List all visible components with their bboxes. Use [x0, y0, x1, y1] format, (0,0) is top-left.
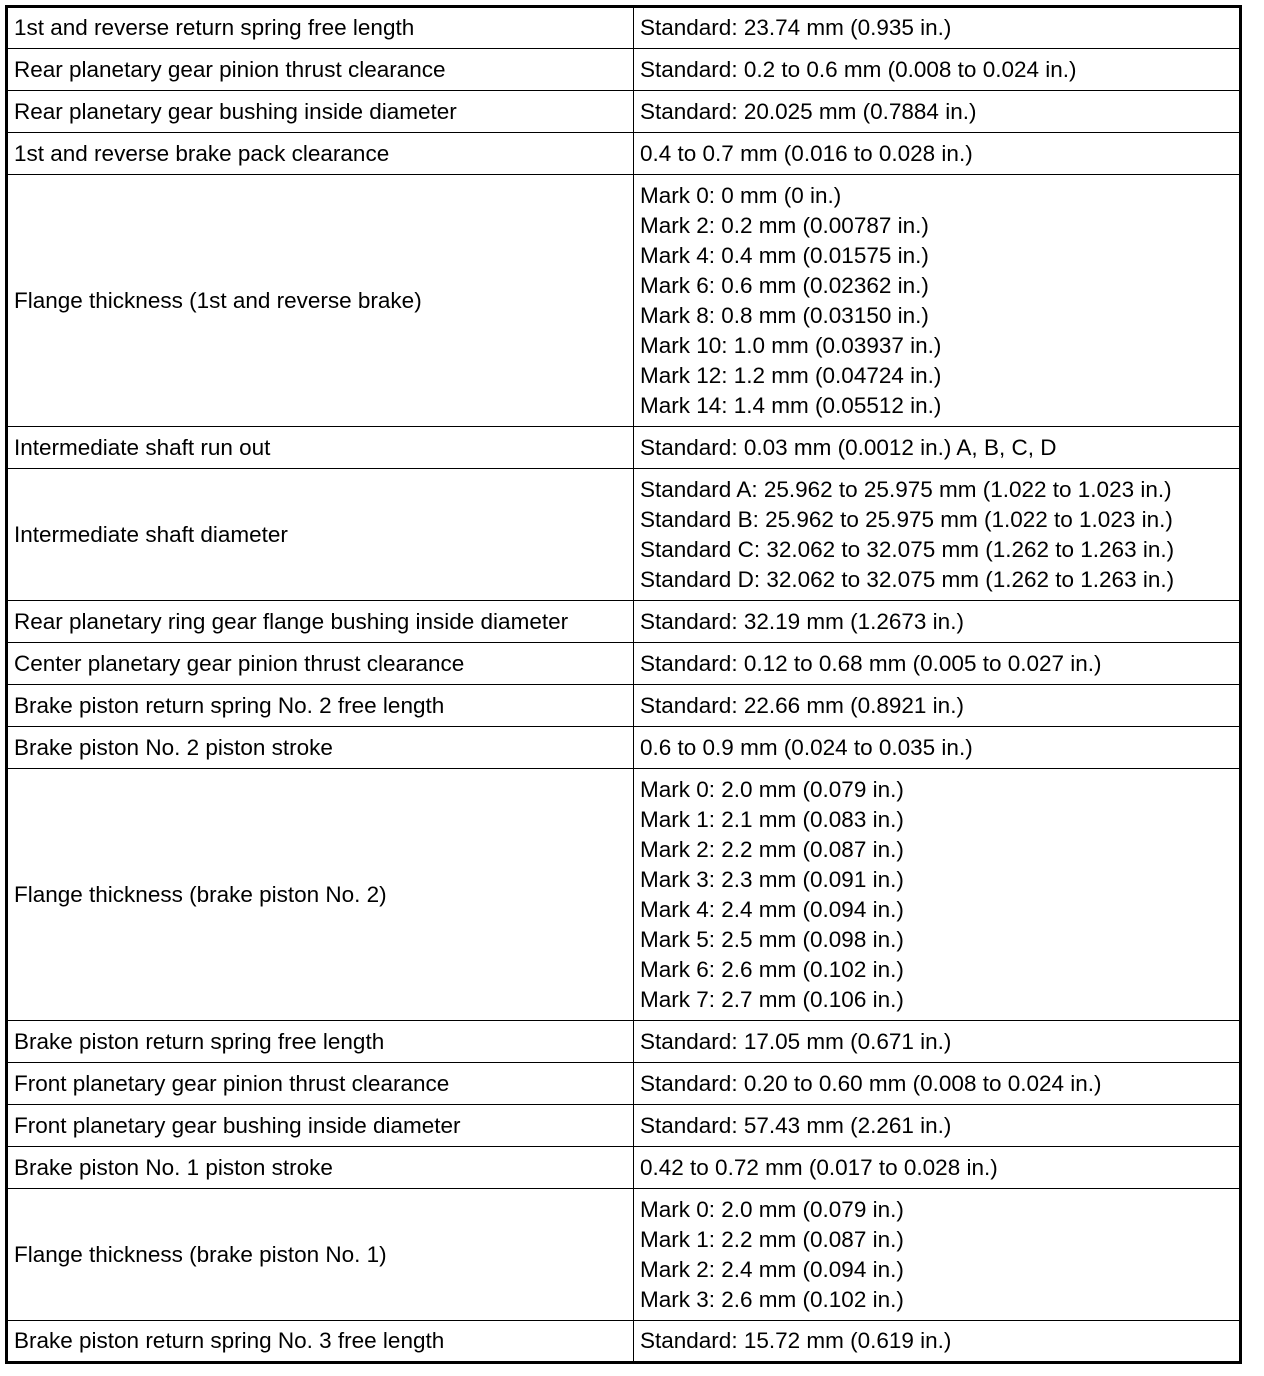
- item-cell: Brake piston return spring No. 3 free length: [7, 1321, 634, 1363]
- value-cell: [634, 1021, 1241, 1063]
- value-line: 0.42 to 0.72 mm (0.017 to 0.028 in.): [640, 1154, 998, 1180]
- value-cell: [634, 685, 1241, 727]
- value-line: Standard: 57.43 mm (2.261 in.): [640, 1112, 952, 1138]
- specification-table-body: [7, 7, 1241, 1363]
- value-cell: [634, 727, 1241, 769]
- value-line: Mark 3: 2.6 mm (0.102 in.): [640, 1286, 904, 1312]
- value-line: Standard: 22.66 mm (0.8921 in.): [640, 692, 964, 718]
- value-cell: [634, 7, 1241, 49]
- value-line: Standard: 0.03 mm (0.0012 in.) A, B, C, D: [640, 434, 1057, 460]
- value-line: Mark 6: 0.6 mm (0.02362 in.): [640, 272, 929, 298]
- value-line: Mark 7: 2.7 mm (0.106 in.): [640, 986, 904, 1012]
- item-cell: Front planetary gear bushing inside diameter: [7, 1105, 634, 1147]
- value-line: Standard: 23.74 mm (0.935 in.): [640, 15, 952, 40]
- table-row: [7, 685, 1241, 727]
- table-row: [7, 1147, 1241, 1189]
- value-line: Standard: 15.72 mm (0.619 in.): [640, 1328, 952, 1353]
- item-cell: 1st and reverse brake pack clearance: [7, 133, 634, 175]
- value-line: Mark 2: 0.2 mm (0.00787 in.): [640, 212, 929, 238]
- item-cell: Brake piston No. 2 piston stroke: [7, 727, 634, 769]
- specification-table: [5, 5, 1242, 1364]
- table-row: [7, 469, 1241, 601]
- table-row: [7, 1063, 1241, 1105]
- value-line: Mark 2: 2.4 mm (0.094 in.): [640, 1256, 904, 1282]
- value-line: Mark 10: 1.0 mm (0.03937 in.): [640, 332, 942, 358]
- item-cell: Rear planetary gear pinion thrust clearance: [7, 49, 634, 91]
- value-line: Mark 1: 2.1 mm (0.083 in.): [640, 806, 904, 832]
- value-line: Mark 3: 2.3 mm (0.091 in.): [640, 866, 904, 892]
- value-line: Mark 4: 0.4 mm (0.01575 in.): [640, 242, 929, 268]
- table-row: [7, 727, 1241, 769]
- item-cell: Intermediate shaft run out: [7, 427, 634, 469]
- item-cell: Brake piston return spring No. 2 free length: [7, 685, 634, 727]
- value-cell: [634, 1105, 1241, 1147]
- value-cell: [634, 469, 1241, 601]
- value-cell: [634, 133, 1241, 175]
- item-cell: Rear planetary gear bushing inside diameter: [7, 91, 634, 133]
- value-cell: [634, 643, 1241, 685]
- table-row: [7, 427, 1241, 469]
- table-row: [7, 601, 1241, 643]
- table-row: [7, 175, 1241, 427]
- value-line: Standard: 20.025 mm (0.7884 in.): [640, 98, 977, 124]
- value-line: Standard: 0.2 to 0.6 mm (0.008 to 0.024 in.): [640, 56, 1077, 82]
- item-cell: Brake piston No. 1 piston stroke: [7, 1147, 634, 1189]
- value-line: Mark 6: 2.6 mm (0.102 in.): [640, 956, 904, 982]
- value-cell: [634, 91, 1241, 133]
- value-line: Mark 0: 0 mm (0 in.): [640, 182, 842, 208]
- table-row: [7, 1021, 1241, 1063]
- value-line: Standard D: 32.062 to 32.075 mm (1.262 to 1.263 in.): [640, 566, 1175, 592]
- value-line: Mark 2: 2.2 mm (0.087 in.): [640, 836, 904, 862]
- item-cell: Flange thickness (1st and reverse brake): [7, 175, 634, 427]
- value-line: Standard C: 32.062 to 32.075 mm (1.262 to 1.263 in.): [640, 536, 1175, 562]
- value-line: Standard B: 25.962 to 25.975 mm (1.022 to 1.023 in.): [640, 506, 1173, 532]
- value-line: 0.4 to 0.7 mm (0.016 to 0.028 in.): [640, 140, 973, 166]
- value-cell: [634, 1189, 1241, 1321]
- item-cell: Center planetary gear pinion thrust clearance: [7, 643, 634, 685]
- value-line: Standard A: 25.962 to 25.975 mm (1.022 to 1.023 in.): [640, 476, 1172, 502]
- item-cell: Front planetary gear pinion thrust clearance: [7, 1063, 634, 1105]
- value-cell: [634, 1063, 1241, 1105]
- table-row: [7, 643, 1241, 685]
- item-cell: Intermediate shaft diameter: [7, 469, 634, 601]
- value-line: Standard: 17.05 mm (0.671 in.): [640, 1028, 952, 1054]
- value-cell: [634, 175, 1241, 427]
- item-cell: Brake piston return spring free length: [7, 1021, 634, 1063]
- value-line: Standard: 0.20 to 0.60 mm (0.008 to 0.024 in.): [640, 1070, 1102, 1096]
- value-line: Standard: 0.12 to 0.68 mm (0.005 to 0.027 in.): [640, 650, 1102, 676]
- value-line: Mark 14: 1.4 mm (0.05512 in.): [640, 392, 942, 418]
- value-line: Standard: 32.19 mm (1.2673 in.): [640, 608, 964, 634]
- value-cell: [634, 769, 1241, 1021]
- table-row: [7, 91, 1241, 133]
- item-cell: 1st and reverse return spring free length: [7, 7, 634, 49]
- value-line: Mark 12: 1.2 mm (0.04724 in.): [640, 362, 942, 388]
- value-line: Mark 5: 2.5 mm (0.098 in.): [640, 926, 904, 952]
- table-row: [7, 49, 1241, 91]
- value-line: Mark 1: 2.2 mm (0.087 in.): [640, 1226, 904, 1252]
- item-cell: Rear planetary ring gear flange bushing inside diameter: [7, 601, 634, 643]
- table-row: [7, 1189, 1241, 1321]
- value-cell: [634, 49, 1241, 91]
- value-line: Mark 0: 2.0 mm (0.079 in.): [640, 776, 904, 802]
- table-row: [7, 1321, 1241, 1363]
- value-line: Mark 4: 2.4 mm (0.094 in.): [640, 896, 904, 922]
- table-row: [7, 133, 1241, 175]
- value-cell: [634, 1321, 1241, 1363]
- value-cell: [634, 427, 1241, 469]
- table-row: [7, 7, 1241, 49]
- table-row: [7, 769, 1241, 1021]
- value-line: 0.6 to 0.9 mm (0.024 to 0.035 in.): [640, 734, 973, 760]
- value-line: Mark 0: 2.0 mm (0.079 in.): [640, 1196, 904, 1222]
- item-cell: Flange thickness (brake piston No. 1): [7, 1189, 634, 1321]
- value-cell: [634, 1147, 1241, 1189]
- value-cell: [634, 601, 1241, 643]
- item-cell: Flange thickness (brake piston No. 2): [7, 769, 634, 1021]
- table-row: [7, 1105, 1241, 1147]
- value-line: Mark 8: 0.8 mm (0.03150 in.): [640, 302, 929, 328]
